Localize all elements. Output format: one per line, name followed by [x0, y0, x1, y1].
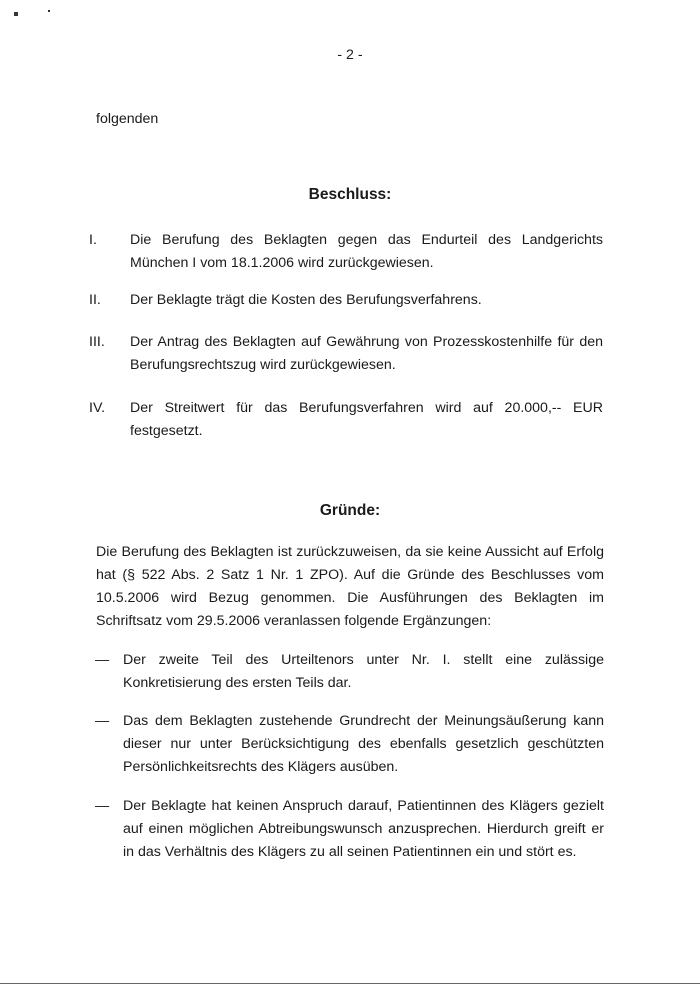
dash-bullet: —	[95, 652, 110, 668]
decision-item	[89, 289, 603, 312]
reason-point-text: Das dem Beklagten zustehende Grundrecht der Meinungsäußerung kann dieser nur unter Berücksichtigung des ebenfalls gesetzlich geschützten Persönlichkeitsrechts des Klägers ausüben.	[123, 713, 604, 775]
reasons-heading: Gründe:	[319, 502, 381, 519]
decision-item	[89, 331, 603, 377]
page-number: - 2 -	[337, 47, 363, 63]
reason-point	[95, 649, 604, 695]
reason-point-text: Der zweite Teil des Urteiltenors unter Nr. I. stellt eine zulässige Konkretisierung des ersten Teils dar.	[123, 652, 604, 691]
reason-point-text: Der Beklagte hat keinen Anspruch darauf, Patientinnen des Klägers gezielt auf einen möglichen Abtreibungswunsch anzusprechen. Hierdurch greift er in das Verhältnis des Klägers zu all seinen Patientinnen ein und stört es.	[123, 798, 604, 860]
dash-bullet: —	[95, 713, 110, 729]
decision-item-text: Der Antrag des Beklagten auf Gewährung von Prozesskostenhilfe für den Berufungsrechtszug wird zurückgewiesen.	[130, 334, 603, 373]
reasons-paragraph: Die Berufung des Beklagten ist zurückzuweisen, da sie keine Aussicht auf Erfolg hat (§ 522 Abs. 2 Satz 1 Nr. 1 ZPO). Auf die Gründe des Beschlusses vom 10.5.2006 wird Bezug genommen. Die Ausführungen des Beklagten im Schriftsatz vom 29.5.2006 veranlassen folgende Ergänzungen:	[96, 544, 604, 629]
decision-item-number: IV.	[89, 400, 106, 416]
decision-item-text: Der Streitwert für das Berufungsverfahren wird auf 20.000,-- EUR festgesetzt.	[130, 400, 603, 439]
decision-item-text: Die Berufung des Beklagten gegen das Endurteil des Landgerichts München I vom 18.1.2006 wird zurückgewiesen.	[130, 232, 603, 271]
decision-item-number: I.	[89, 232, 97, 248]
decision-item-number: II.	[89, 292, 101, 308]
scan-speck	[48, 10, 50, 12]
decision-heading: Beschluss:	[308, 186, 392, 203]
reason-point	[95, 710, 604, 779]
dash-bullet: —	[95, 798, 110, 814]
intro-word: folgenden	[96, 111, 159, 127]
decision-item	[89, 397, 603, 443]
footer-divider	[0, 983, 700, 984]
decision-item-text: Der Beklagte trägt die Kosten des Berufungsverfahrens.	[130, 292, 482, 308]
reason-point	[95, 795, 604, 864]
decision-item-number: III.	[89, 334, 105, 350]
scan-speck	[14, 12, 18, 16]
decision-item	[89, 229, 603, 275]
